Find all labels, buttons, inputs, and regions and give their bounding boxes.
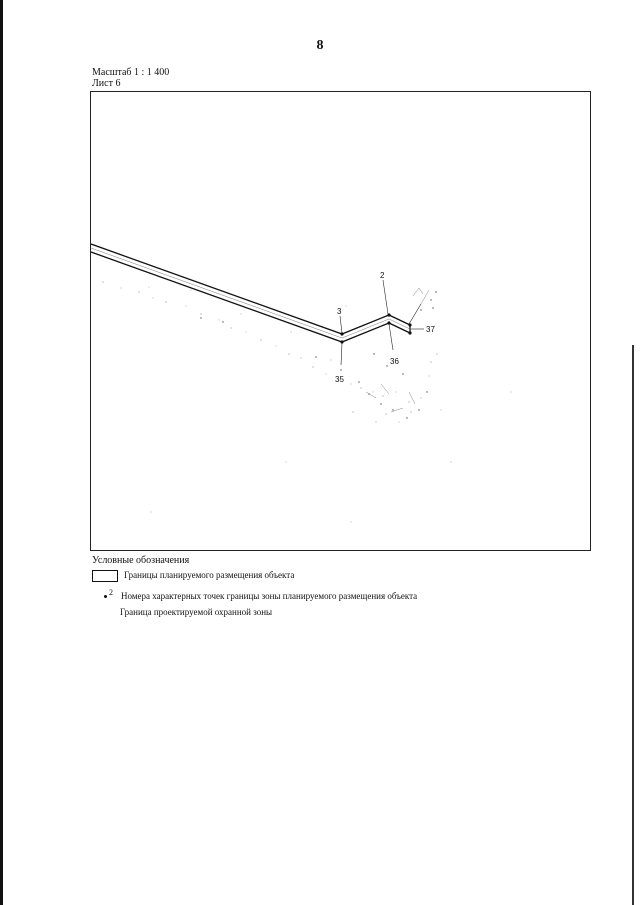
label-point-36: 36 (390, 357, 399, 366)
legend-item-boundary (92, 569, 294, 582)
boundary-swatch-icon (92, 570, 118, 582)
legend-point-marker: 2 (109, 588, 113, 597)
label-point-35: 35 (335, 375, 344, 384)
label-point-3: 3 (337, 307, 342, 316)
legend-item-guard-zone (120, 606, 272, 618)
sheet-label: Лист 6 (92, 78, 121, 89)
map-noise (102, 281, 511, 522)
legend-item-label: Границы планируемого размещения объекта (124, 570, 295, 580)
map-noise-dark (200, 291, 436, 418)
label-point-37: 37 (426, 325, 435, 334)
label-point-2: 2 (380, 271, 385, 280)
legend-item-label: Номера характерных точек границы зоны планируемого размещения объекта (121, 591, 418, 601)
map-drawing (91, 92, 591, 551)
scale-label: Масштаб 1 : 1 400 (92, 67, 170, 78)
scan-edge-right (632, 345, 634, 905)
object-boundary (91, 244, 410, 342)
legend-title: Условные обозначения (92, 555, 190, 566)
page-number: 8 (316, 38, 324, 53)
point-37 (408, 331, 411, 334)
legend-item-points (104, 587, 417, 602)
scan-edge-left (0, 0, 3, 905)
label-leaders (340, 280, 424, 365)
legend-item-label: Граница проектируемой охранной зоны (120, 607, 273, 617)
map-frame (90, 91, 591, 551)
point-marker-icon (104, 595, 107, 598)
